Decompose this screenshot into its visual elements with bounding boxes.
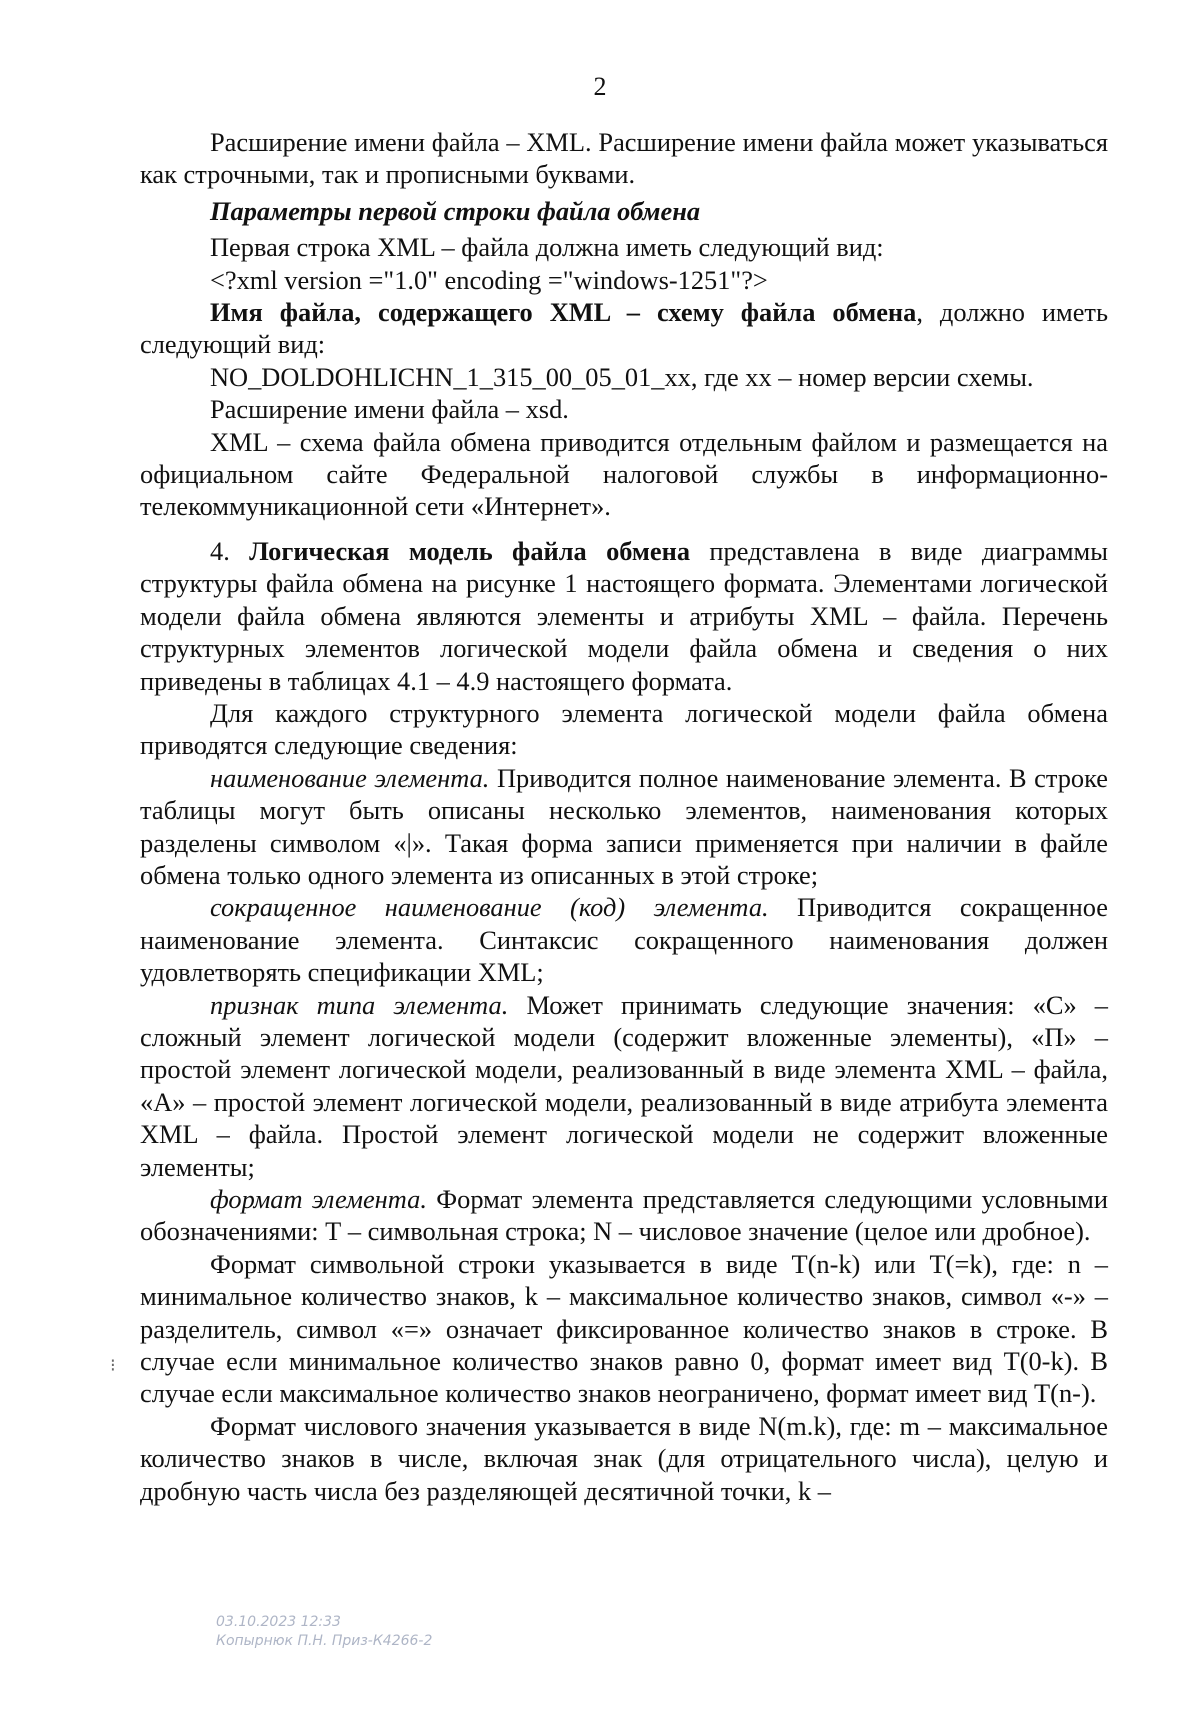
- signature-stamp-date: 03.10.2023 12:33: [216, 1614, 341, 1630]
- paragraph-schema-publication: XML – схема файла обмена приводится отдельным файлом и размещается на официальном сайте Федеральной налоговой службы в информационно-телекоммуникационной сети «Интернет».: [140, 426, 1108, 522]
- paragraph-element-code: [140, 891, 1108, 988]
- paragraph-element-name: [140, 762, 1108, 892]
- schema-name-bold: Имя файла, содержащего XML – схему файла обмена: [210, 297, 917, 328]
- xml-declaration-line: <?xml version ="1.0" encoding ="windows-1251"?>: [210, 264, 768, 295]
- heading-first-line-params: [140, 195, 1108, 227]
- schema-name-rest: , должно иметь следующий вид:: [140, 297, 1108, 360]
- element-name-italic: наименование элемента.: [210, 762, 490, 793]
- paragraph-schema-name: [140, 296, 1108, 361]
- element-format-italic: формат элемента.: [210, 1184, 427, 1214]
- element-name-rest: Приводится полное наименование элемента. В строке таблицы могут быть описаны несколько элементов, наименования которых разделены символом «|». Такая форма записи применяется при наличии в файле обмена только одного элемента из описанных в этой строке;: [140, 762, 1108, 890]
- element-code-italic: сокращенное наименование (код) элемента.: [210, 892, 769, 923]
- margin-mark: ⁝: [110, 1355, 116, 1376]
- paragraph-schema-filename: NO_DOLDOHLICHN_1_315_00_05_01_xx, где xx – номер версии схемы.: [210, 361, 1034, 392]
- document-body: [140, 126, 1108, 1507]
- paragraph-string-format: Формат символьной строки указывается в виде Т(n-k) или T(=k), где: n – минимальное количество знаков, k – максимальное количество знаков, символ «-» – разделитель, символ «=» означает фиксированное количество знаков в строке. В случае если минимальное количество знаков равно 0, формат имеет вид Т(0-k). В случае если максимальное количество знаков неограничено, формат имеет вид Т(n-).: [140, 1248, 1108, 1409]
- logical-model-bold: Логическая модель файла обмена: [249, 535, 691, 566]
- page-number: 2: [593, 72, 607, 101]
- logical-model-number: 4.: [210, 535, 250, 566]
- element-code-rest: Приводится сокращенное наименование элемента. Синтаксис сокращенного наименования должен удовлетворять спецификации XML;: [140, 892, 1108, 988]
- paragraph-element-info: Для каждого структурного элемента логической модели файла обмена приводятся следующие сведения:: [140, 697, 1108, 761]
- paragraph-element-format: [140, 1183, 1108, 1248]
- paragraph-file-extension: Расширение имени файла – XML. Расширение имени файла может указываться как строчными, так и прописными буквами.: [140, 127, 1108, 190]
- paragraph-first-line: Первая строка XML – файла должна иметь следующий вид:: [210, 232, 884, 263]
- paragraph-logical-model: [140, 535, 1108, 697]
- logical-model-rest: представлена в виде диаграммы структуры файла обмена на рисунке 1 настоящего формата. Элементами логической модели файла обмена являются элементы и атрибуты XML – файла. Перечень структурных элементов логической модели файла обмена и сведения о них приведены в таблицах 4.1 – 4.9 настоящего формата.: [140, 535, 1108, 696]
- paragraph-element-type: [140, 989, 1108, 1183]
- element-type-rest: Может принимать следующие значения: «С» – сложный элемент логической модели (содержит вложенные элементы), «П» – простой элемент логической модели, реализованный в виде элемента XML – файла, «А» – простой элемент логической модели, реализованный в виде атрибута элемента XML – файла. Простой элемент логической модели не содержит вложенные элементы;: [140, 989, 1108, 1182]
- element-format-rest: Формат элемента представляется следующими условными обозначениями: Т – символьная строка; N – числовое значение (целое или дробное).: [140, 1184, 1108, 1247]
- paragraph-xsd-extension: Расширение имени файла – xsd.: [210, 394, 569, 425]
- signature-stamp-name: Копырнюк П.Н. Приз-К4266-2: [216, 1633, 433, 1649]
- element-type-italic: признак типа элемента.: [210, 989, 509, 1020]
- paragraph-number-format: Формат числового значения указывается в виде N(m.k), где: m – максимальное количество знаков в числе, включая знак (для отрицательного числа), целую и дробную часть числа без разделяющей десятичной точки, k –: [140, 1410, 1108, 1506]
- heading-text: Параметры первой строки файла обмена: [210, 195, 701, 226]
